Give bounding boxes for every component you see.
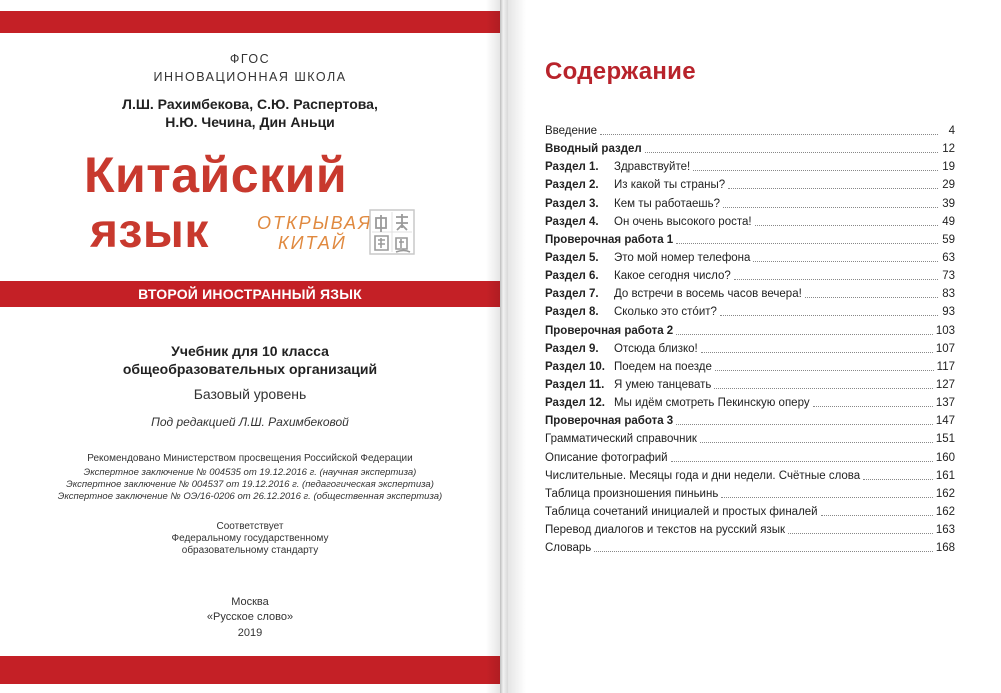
toc-dot-leader — [734, 270, 938, 280]
toc-entry-text — [545, 415, 673, 427]
toc-dot-leader — [715, 361, 934, 371]
subject-banner — [0, 281, 500, 307]
toc-page-number: 49 — [942, 215, 955, 228]
toc-title: Проверочная работа 3 — [545, 415, 674, 428]
toc-page-number: 137 — [935, 397, 955, 410]
toc-title: Проверочная работа 2 — [545, 324, 674, 337]
authors-line-2: Н.Ю. Чечина, Дин Аньци — [165, 114, 335, 130]
toc-entry — [545, 158, 955, 176]
toc-entry — [545, 412, 955, 430]
title-page — [0, 0, 500, 693]
toc-dot-leader — [723, 198, 938, 208]
toc-title: До встречи в восемь часов вечера! — [614, 288, 802, 301]
toc-dot-leader — [645, 143, 938, 153]
expert-conclusion-1: Экспертное заключение № 004535 от 19.12.2016 г. (научная экспертиза) — [83, 467, 417, 478]
toc-page-number: 29 — [942, 179, 955, 192]
top-red-bar — [0, 11, 500, 33]
toc-section-number: Раздел 9. — [545, 342, 599, 355]
toc-entry — [545, 140, 955, 158]
standard-label: ФГОС — [229, 52, 271, 66]
toc-section-number: Раздел 6. — [545, 270, 599, 283]
toc-entry — [545, 231, 955, 249]
bottom-red-bar — [0, 656, 500, 684]
toc-page-number: 4 — [948, 125, 955, 138]
toc-page-number: 93 — [942, 306, 955, 319]
toc-page-number: 127 — [935, 379, 955, 392]
toc-entry-text — [545, 343, 698, 355]
toc-page-number: 63 — [942, 252, 955, 265]
book-title-line-2: язык — [90, 205, 209, 258]
toc-page-number: 103 — [935, 324, 955, 337]
toc-entry-text — [545, 506, 818, 518]
toc-entry-text — [545, 361, 712, 373]
toc-dot-leader — [600, 125, 938, 135]
toc-entry-text — [545, 542, 591, 554]
book-title-line-1: Китайский — [84, 147, 348, 203]
toc-title: Из какой ты страны? — [614, 179, 726, 192]
toc-dot-leader — [701, 343, 933, 353]
book-spine — [500, 0, 508, 693]
toc-title: Я умею танцевать — [614, 379, 712, 392]
toc-entry — [545, 485, 955, 503]
toc-dot-leader — [863, 470, 933, 480]
toc-entry — [545, 467, 955, 485]
publisher: «Русское слово» — [206, 611, 294, 623]
toc-entry — [545, 322, 955, 340]
toc-title: Словарь — [545, 542, 592, 555]
toc-title: Перевод диалогов и текстов на русский язык — [545, 524, 785, 537]
toc-entry-text — [545, 470, 860, 482]
toc-entry-text — [545, 179, 725, 191]
toc-dot-leader — [676, 234, 938, 244]
toc-title: Отсюда близко! — [614, 342, 698, 355]
toc-page-number: 59 — [942, 233, 955, 246]
toc-dot-leader — [755, 216, 938, 226]
compliance-line-1: Соответствует — [216, 521, 284, 532]
toc-title: Он очень высокого роста! — [614, 215, 752, 228]
expert-conclusion-2: Экспертное заключение № 004537 от 19.12.2016 г. (педагогическая экспертиза) — [66, 479, 434, 490]
toc-title: Сколько это стóит? — [614, 306, 717, 319]
contents-heading: Содержание — [545, 58, 696, 85]
toc-section-number: Раздел 3. — [545, 197, 599, 210]
contents-page — [508, 0, 1001, 693]
level-label: Базовый уровень — [193, 386, 307, 402]
toc-section-number: Раздел 10. — [545, 360, 605, 373]
toc-dot-leader — [721, 488, 932, 498]
table-of-contents — [545, 122, 955, 557]
toc-entry-text — [545, 488, 718, 500]
toc-page-number: 151 — [935, 433, 955, 446]
expert-conclusion-3: Экспертное заключение № ОЭ/16-0206 от 26.12.2016 г. (общественная экспертиза) — [57, 491, 443, 502]
toc-dot-leader — [693, 161, 938, 171]
toc-dot-leader — [813, 397, 933, 407]
toc-dot-leader — [805, 288, 938, 298]
toc-dot-leader — [594, 542, 933, 552]
toc-entry — [545, 358, 955, 376]
subject-banner-text: ВТОРОЙ ИНОСТРАННЫЙ ЯЗЫК — [138, 286, 362, 302]
toc-entry — [545, 430, 955, 448]
toc-page-number: 162 — [935, 487, 955, 500]
toc-section-number: Раздел 8. — [545, 306, 599, 319]
toc-entry — [545, 195, 955, 213]
toc-entry-text — [545, 397, 810, 409]
toc-page-number: 117 — [936, 360, 955, 373]
toc-page-number: 162 — [935, 506, 955, 519]
toc-section-number: Раздел 5. — [545, 252, 599, 265]
toc-dot-leader — [671, 452, 933, 462]
year: 2019 — [237, 627, 263, 639]
toc-section-number: Раздел 7. — [545, 288, 599, 301]
toc-entry-text — [545, 143, 642, 155]
toc-page-number: 160 — [935, 451, 955, 464]
toc-section-number: Раздел 4. — [545, 215, 599, 228]
toc-page-number: 39 — [942, 197, 955, 210]
toc-dot-leader — [720, 306, 938, 316]
toc-entry-text — [545, 433, 697, 445]
toc-entry-text — [545, 524, 785, 536]
toc-entry-text — [545, 452, 668, 464]
toc-entry-text — [545, 270, 731, 282]
toc-dot-leader — [714, 379, 932, 389]
toc-dot-leader — [753, 252, 938, 262]
toc-title: Таблица сочетаний инициалей и простых финалей — [545, 506, 818, 519]
compliance-line-2: Федеральному государственному — [171, 533, 329, 544]
toc-entry — [545, 303, 955, 321]
toc-title: Описание фотографий — [545, 451, 668, 464]
toc-title: Введение — [545, 125, 598, 138]
chinese-seal-logo — [368, 208, 416, 256]
toc-section-number: Раздел 11. — [545, 379, 605, 392]
toc-entry — [545, 521, 955, 539]
toc-entry-text — [545, 125, 597, 137]
toc-title: Грамматический справочник — [545, 433, 697, 446]
toc-dot-leader — [821, 506, 933, 516]
toc-page-number: 12 — [942, 143, 955, 156]
toc-entry-text — [545, 288, 802, 300]
toc-page-number: 83 — [942, 288, 955, 301]
toc-page-number: 19 — [942, 161, 955, 174]
toc-entry-text — [545, 161, 690, 173]
toc-page-number: 147 — [935, 415, 955, 428]
toc-dot-leader — [728, 179, 938, 189]
toc-page-number: 163 — [935, 524, 955, 537]
toc-entry-text — [545, 216, 752, 228]
toc-entry — [545, 503, 955, 521]
toc-entry — [545, 449, 955, 467]
toc-title: Какое сегодня число? — [614, 270, 731, 283]
toc-page-number: 73 — [942, 270, 955, 283]
textbook-line-2: общеобразовательных организаций — [122, 361, 378, 377]
compliance-line-3: образовательному стандарту — [181, 545, 319, 556]
textbook-line-1: Учебник для 10 класса — [171, 343, 329, 359]
toc-title: Это мой номер телефона — [614, 252, 751, 265]
city: Москва — [231, 596, 269, 608]
toc-title: Кем ты работаешь? — [614, 197, 720, 210]
toc-dot-leader — [700, 433, 933, 443]
toc-title: Проверочная работа 1 — [545, 233, 674, 246]
toc-entry — [545, 539, 955, 557]
toc-title: Таблица произношения пиньинь — [545, 487, 719, 500]
series-label: ИННОВАЦИОННАЯ ШКОЛА — [153, 70, 347, 84]
toc-entry — [545, 340, 955, 358]
toc-page-number: 168 — [935, 542, 955, 555]
toc-entry — [545, 376, 955, 394]
toc-entry — [545, 122, 955, 140]
toc-title: Числительные. Месяцы года и дни недели. Счётные слова — [545, 469, 861, 482]
toc-entry-text — [545, 325, 673, 337]
toc-dot-leader — [676, 415, 933, 425]
toc-dot-leader — [788, 524, 933, 534]
book-subtitle-line-1: ОТКРЫВАЯ — [257, 213, 373, 233]
authors-line-1: Л.Ш. Рахимбекова, С.Ю. Распертова, — [122, 96, 378, 112]
toc-entry-text — [545, 198, 720, 210]
toc-page-number: 161 — [935, 469, 955, 482]
toc-entry-text — [545, 306, 717, 318]
toc-entry — [545, 213, 955, 231]
toc-entry — [545, 285, 955, 303]
recommendation: Рекомендовано Министерством просвещения Российской Федерации — [87, 453, 413, 464]
toc-entry-text — [545, 234, 673, 246]
toc-title: Поедем на поезде — [614, 360, 712, 373]
toc-section-number: Раздел 12. — [545, 397, 605, 410]
toc-dot-leader — [676, 325, 933, 335]
toc-title: Мы идём смотреть Пекинскую оперу — [614, 397, 810, 410]
toc-section-number: Раздел 1. — [545, 161, 599, 174]
toc-entry — [545, 267, 955, 285]
toc-entry-text — [545, 379, 711, 391]
toc-section-number: Раздел 2. — [545, 179, 599, 192]
book-subtitle-line-2: КИТАЙ — [278, 233, 347, 253]
toc-entry-text — [545, 252, 750, 264]
toc-entry — [545, 394, 955, 412]
toc-title: Здравствуйте! — [614, 161, 691, 174]
editor-label: Под редакцией Л.Ш. Рахимбековой — [151, 415, 349, 429]
toc-entry — [545, 249, 955, 267]
toc-title: Вводный раздел — [545, 143, 642, 156]
toc-entry — [545, 176, 955, 194]
toc-page-number: 107 — [935, 342, 955, 355]
